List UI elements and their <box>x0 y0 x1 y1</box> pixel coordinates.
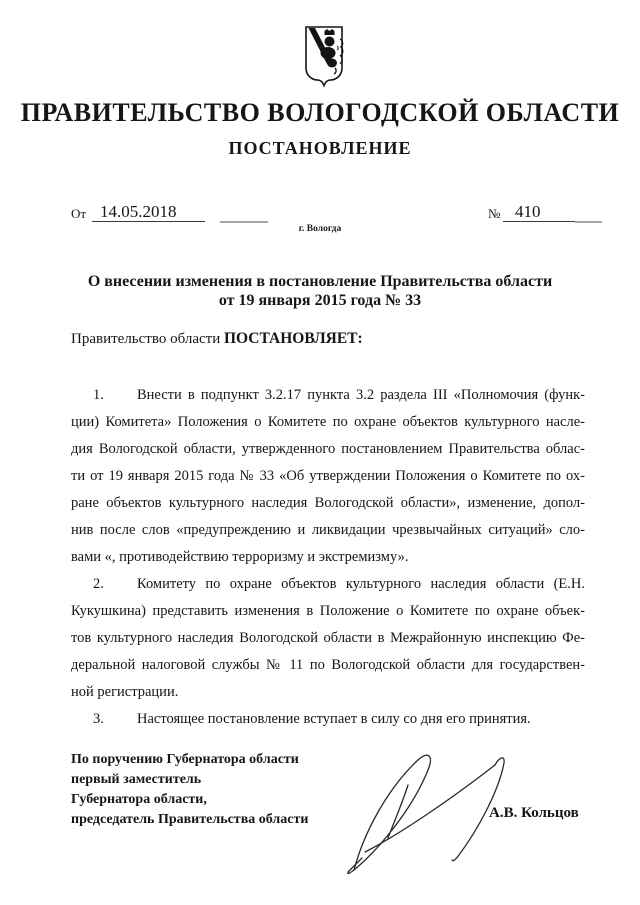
paragraph-1-line: дия Вологодской области, утвержденного постановлением Правительства облас- <box>71 441 585 457</box>
preamble-resolves: ПОСТАНОВЛЯЕТ: <box>223 330 363 347</box>
paragraph-1-number: 1. <box>93 387 104 403</box>
paragraph-2-line: Кукушкина) представить изменения в Положение о Комитете по охране объек- <box>71 603 585 619</box>
paragraph-1-line: нив после слов «предупреждению и ликвидации чрезвычайных ситуаций» сло- <box>71 522 585 538</box>
paragraph-2-line <box>71 571 585 598</box>
paragraph-2-text: Комитету по охране объектов культурного наследия области (Е.Н. <box>137 576 585 592</box>
place-label: г. Вологда <box>298 224 342 234</box>
preamble-text: Правительство области <box>71 331 224 347</box>
paragraph-2-line: тов культурного наследия Вологодской области в Межрайонную инспекцию Фе- <box>71 630 585 646</box>
paragraph-2-line: деральной налоговой службы № 11 по Вологодской области для государствен- <box>71 657 585 673</box>
date-underline-tail <box>220 221 268 223</box>
signoff-line-4: председатель Правительства области <box>71 812 309 827</box>
preamble <box>71 330 363 348</box>
paragraph-1-line: ране объектов культурного наследия Вологодской области», изменение, допол- <box>71 495 585 511</box>
authority-title: ПРАВИТЕЛЬСТВО ВОЛОГОДСКОЙ ОБЛАСТИ <box>20 98 620 127</box>
paragraph-3-number: 3. <box>93 711 104 727</box>
number-value: 410 <box>503 202 577 222</box>
paragraph-3-text: Настоящее постановление вступает в силу со дня его принятия. <box>137 711 531 727</box>
date-label: От <box>71 206 87 221</box>
paragraph-1-line <box>71 382 585 409</box>
paragraph-2-line: ной регистрации. <box>71 684 179 700</box>
paragraph-1-line: вами «, противодействию терроризму и экстремизму». <box>71 549 409 565</box>
signoff-line-2: первый заместитель <box>71 772 202 787</box>
subject-line-2: от 19 января 2015 года № 33 <box>218 292 422 309</box>
signoff-line-3: Губернатора области, <box>71 792 207 807</box>
paragraph-2-number: 2. <box>93 576 104 592</box>
number-underline-tail <box>575 221 602 223</box>
handwritten-signature <box>338 722 514 878</box>
coat-of-arms-icon <box>302 24 346 90</box>
paragraph-1-line: ти от 19 января 2015 года № 33 «Об утверждении Положения о Комитете по ох- <box>71 468 585 484</box>
signoff-block <box>71 750 308 830</box>
signer-name: А.В. Кольцов <box>489 805 579 821</box>
decree-body <box>71 382 585 733</box>
subject-line-1: О внесении изменения в постановление Правительства области <box>87 273 553 290</box>
signoff-line-1: По поручению Губернатора области <box>71 752 299 767</box>
subject-title <box>0 272 640 310</box>
document-type-title: ПОСТАНОВЛЕНИЕ <box>228 138 412 158</box>
paragraph-1-text: Внести в подпункт 3.2.17 пункта 3.2 раздела III «Полномочия (функ- <box>137 387 585 403</box>
paragraph-1-line: ции) Комитета» Положения о Комитете по охране объектов культурного насле- <box>71 414 585 430</box>
number-label: № <box>488 206 501 221</box>
date-value: 14.05.2018 <box>92 202 205 222</box>
